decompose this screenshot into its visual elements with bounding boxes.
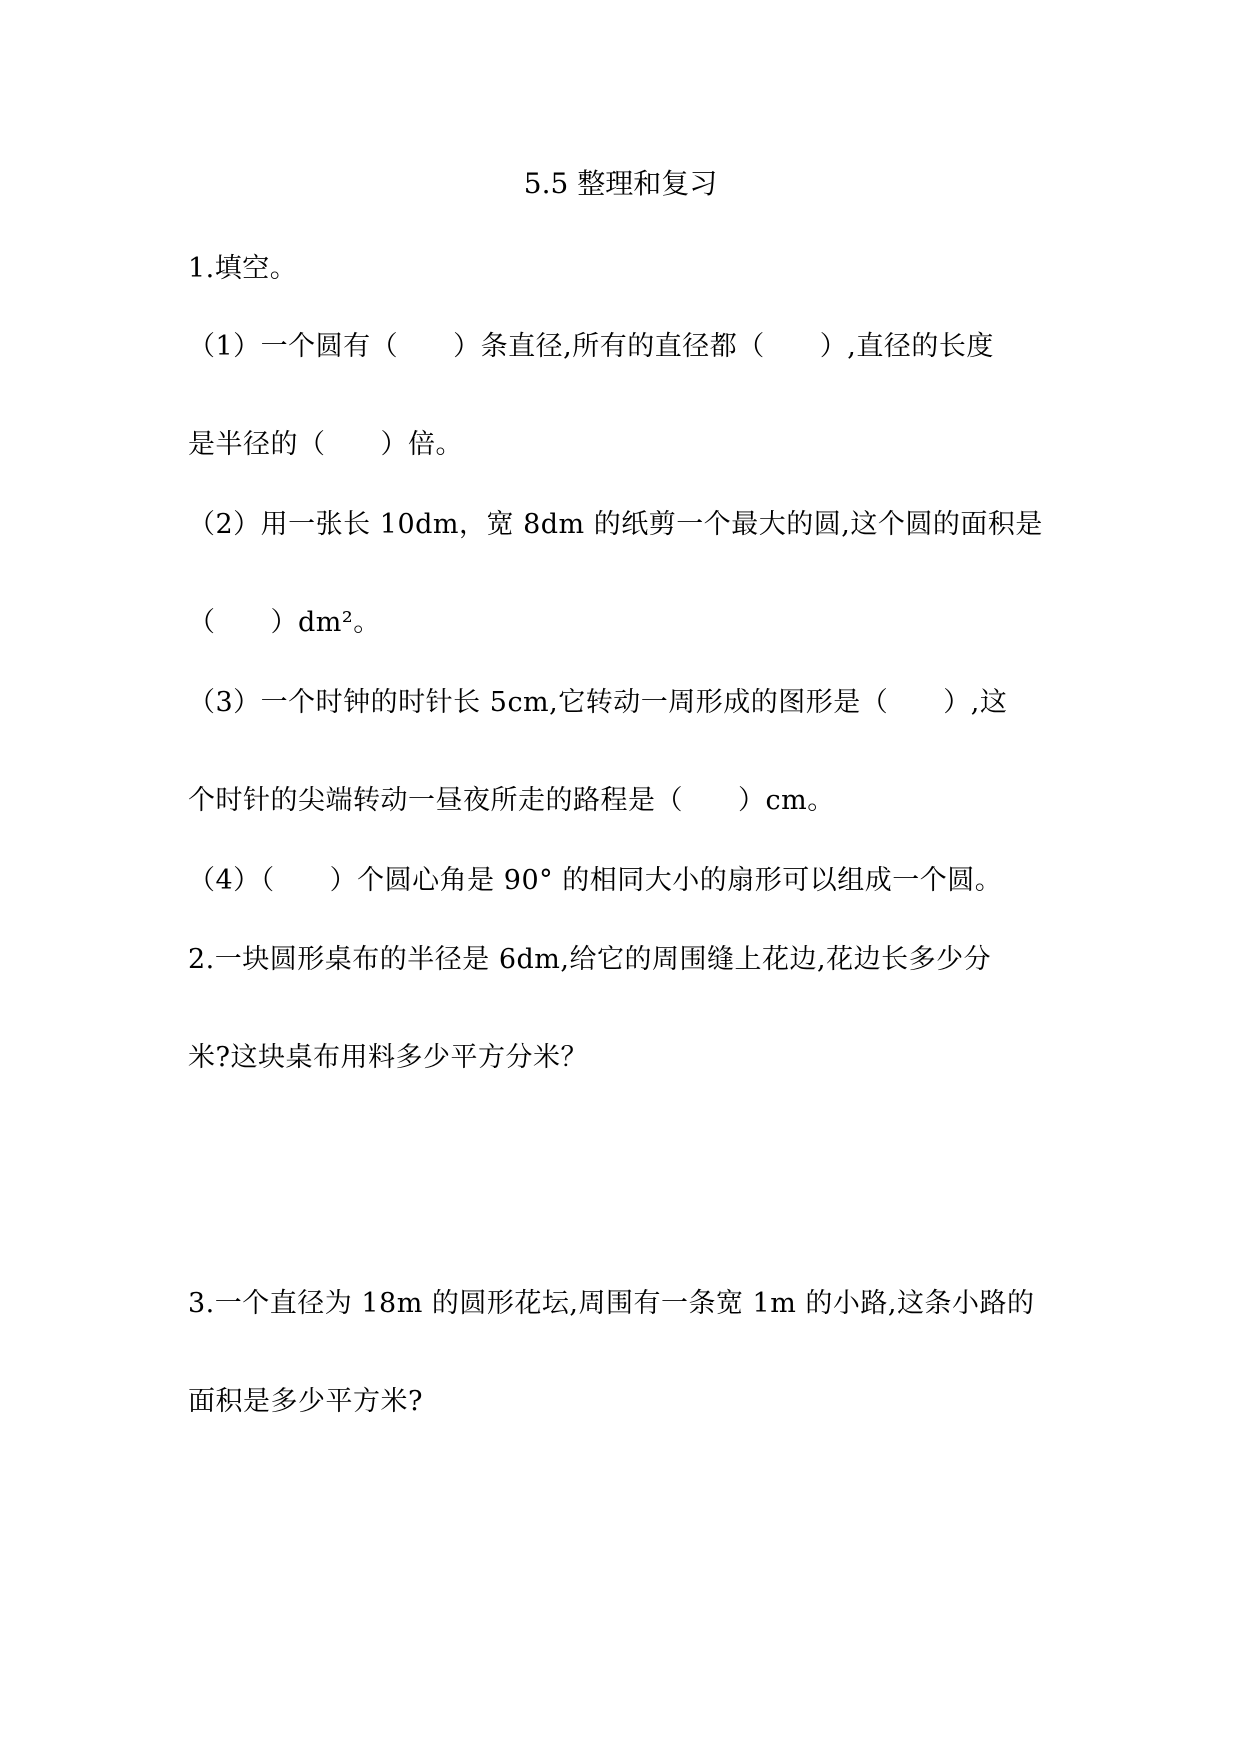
question-1-heading: 1.填空。: [188, 253, 298, 284]
question-1-1-line-2: 是半径的（ ）倍。: [188, 429, 463, 460]
question-1-4-line: （4）（ ）个圆心角是 90° 的相同大小的扇形可以组成一个圆。: [188, 865, 1003, 896]
question-1-1-line-1: （1）一个圆有（ ）条直径,所有的直径都（ ）,直径的长度: [188, 331, 994, 362]
question-1-2-line-2: （ ）dm²。: [188, 607, 381, 638]
question-3-line-1: 3.一个直径为 18m 的圆形花坛,周围有一条宽 1m 的小路,这条小路的: [188, 1288, 1035, 1319]
question-2-line-2: 米?这块桌布用料多少平方分米？: [188, 1042, 588, 1073]
question-3-line-2: 面积是多少平方米?: [188, 1386, 423, 1417]
question-1-2-line-1: （2）用一张长 10dm，宽 8dm 的纸剪一个最大的圆,这个圆的面积是: [188, 509, 1043, 540]
question-1-3-line-1: （3）一个时钟的时针长 5cm,它转动一周形成的图形是（ ）,这: [188, 687, 1008, 718]
question-2-line-1: 2.一块圆形桌布的半径是 6dm,给它的周围缝上花边,花边长多少分: [188, 944, 992, 975]
page-title: 5.5 整理和复习: [523, 167, 718, 200]
question-1-3-line-2: 个时针的尖端转动一昼夜所走的路程是（ ）cm。: [188, 785, 835, 816]
